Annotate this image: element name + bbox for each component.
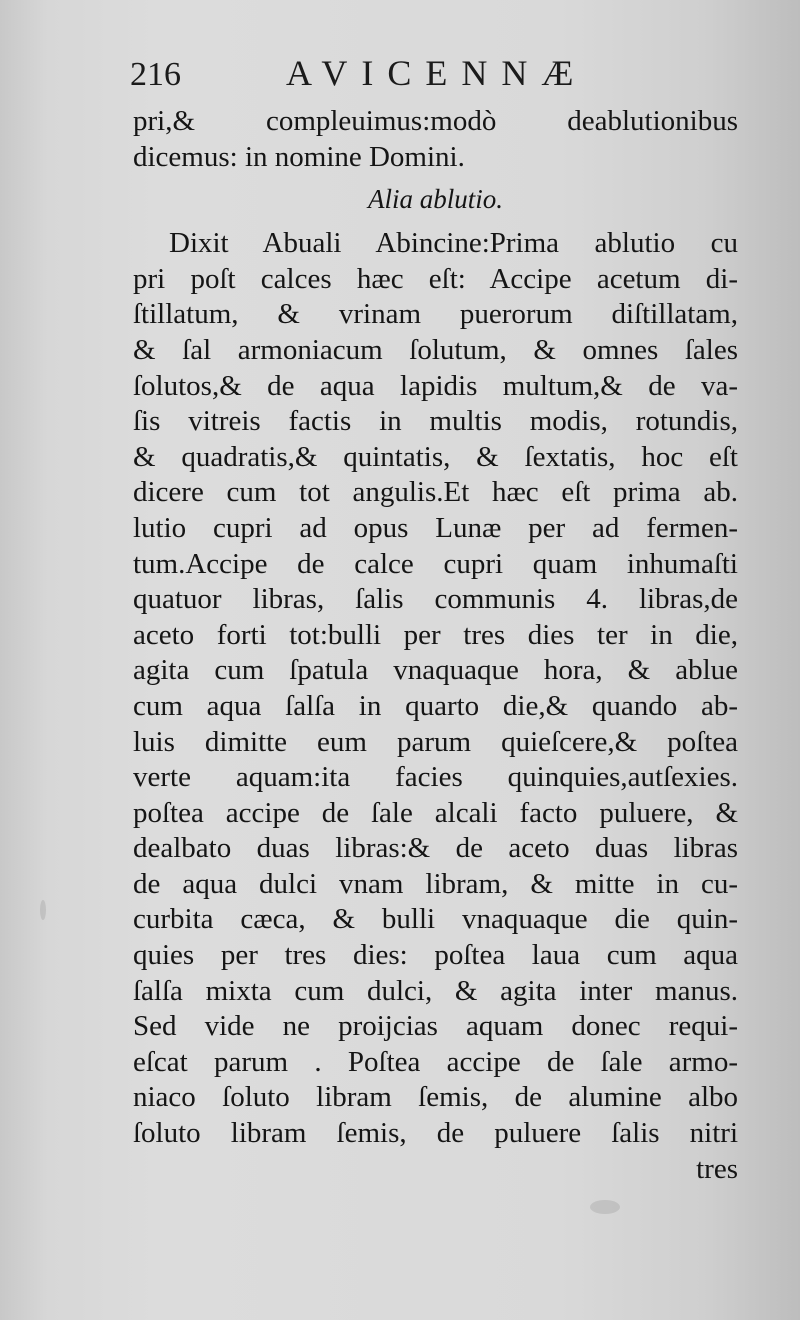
text-line: cum aqua ſalſa in quarto die,& quando ab- xyxy=(133,689,738,722)
body-text xyxy=(133,104,738,1187)
text-line: ſalſa mixta cum dulci, & agita inter manus. xyxy=(133,974,738,1007)
text-line: aceto forti tot:bulli per tres dies ter in die, xyxy=(133,618,738,651)
text-line: quies per tres dies: poſtea laua cum aqua xyxy=(133,939,738,972)
text-line: ſoluto libram ſemis, de puluere ſalis nitri xyxy=(133,1117,738,1150)
catchword: tres xyxy=(696,1152,738,1185)
text-line: verte aquam:ita facies quinquies,autſexies. xyxy=(133,761,738,794)
text-line: tum.Accipe de calce cupri quam inhumaſti xyxy=(133,547,738,580)
text-line: eſcat parum . Poſtea accipe de ſale armo- xyxy=(133,1045,738,1078)
running-title: AVICENNÆ xyxy=(286,53,588,93)
page-number: 216 xyxy=(130,56,181,93)
text-line: niaco ſoluto libram ſemis, de alumine albo xyxy=(133,1081,738,1114)
text-line: curbita cæca, & bulli vnaquaque die quin- xyxy=(133,903,738,936)
text-line: lutio cupri ad opus Lunæ per ad fermen- xyxy=(133,511,738,544)
text-line: quatuor libras, ſalis communis 4. libras,de xyxy=(133,583,738,616)
text-line: dicemus: in nomine Domini. xyxy=(133,140,465,173)
section-subtitle: Alia ablutio. xyxy=(368,184,503,215)
paragraph xyxy=(133,226,738,1151)
text-line: poſtea accipe de ſale alcali facto puluere, & xyxy=(133,796,738,829)
text-line: & quadratis,& quintatis, & ſextatis, hoc eſt xyxy=(133,440,738,473)
ink-smudge xyxy=(40,900,46,920)
text-line: dicere cum tot angulis.Et hæc eſt prima ab. xyxy=(133,476,738,509)
text-line: dealbato duas libras:& de aceto duas libras xyxy=(133,832,738,865)
text-line: & ſal armoniacum ſolutum, & omnes ſales xyxy=(133,333,738,366)
text-line: luis dimitte eum parum quieſcere,& poſtea xyxy=(133,725,738,758)
text-line: ſolutos,& de aqua lapidis multum,& de va- xyxy=(133,369,738,402)
page-header xyxy=(130,52,740,100)
text-line: ſtillatum, & vrinam puerorum diſtillatam, xyxy=(133,298,738,331)
text-line: de aqua dulci vnam libram, & mitte in cu- xyxy=(133,867,738,900)
ink-smudge xyxy=(590,1200,620,1214)
text-line: pri,& compleuimus:modò deablutionibus xyxy=(133,105,738,137)
text-line: Dixit Abuali Abincine:Prima ablutio cu xyxy=(169,227,738,260)
text-line: agita cum ſpatula vnaquaque hora, & ablue xyxy=(133,654,738,687)
text-line: ſis vitreis factis in multis modis, rotundis, xyxy=(133,405,738,438)
text-line: Sed vide ne proijcias aquam donec requi- xyxy=(133,1010,738,1043)
text-line: pri poſt calces hæc eſt: Accipe acetum di- xyxy=(133,262,738,295)
